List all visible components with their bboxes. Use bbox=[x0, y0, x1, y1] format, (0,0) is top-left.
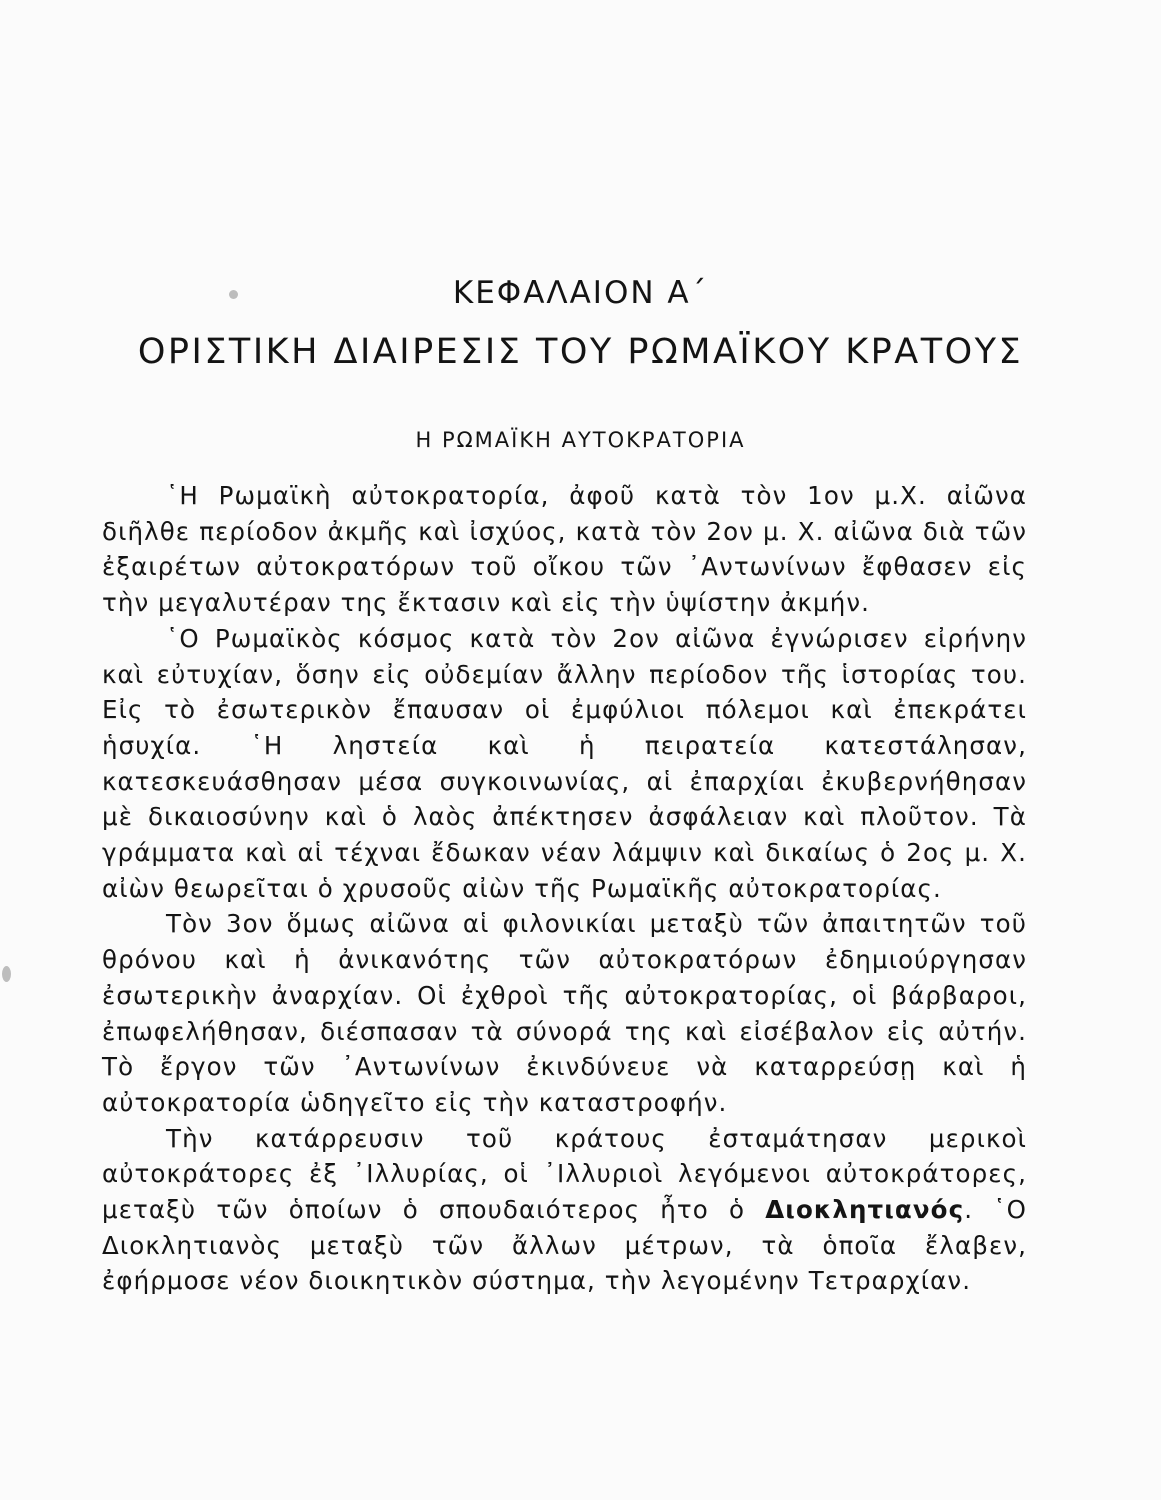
paragraph-text: . ῾Ο Διοκλητιανὸς μεταξὺ τῶν ἄλλων μέτρων, τὰ ὁποῖα ἔλαβεν, ἐφήρμοσε νέον διοικητικὸν σύστημα, τὴν λεγομένην Τετραρχίαν. bbox=[102, 1195, 1027, 1296]
paragraph: ῾Ο Ρωμαϊκὸς κόσμος κατὰ τὸν 2ον αἰῶνα ἐγνώρισεν εἰρήνην καὶ εὐτυχίαν, ὅσην εἰς οὐδεμίαν ἄλλην περίοδον τῆς ἱστορίας του. Εἰς τὸ ἐσωτερικὸν ἔπαυσαν οἱ ἐμφύλιοι πόλεμοι καὶ ἐπεκράτει ἡσυχία. ῾Η ληστεία καὶ ἡ πειρατεία κατεστάλησαν, κατεσκευάσθησαν μέσα συγκοινωνίας, αἱ ἐπαρχίαι ἐκυβερνήθησαν μὲ δικαιοσύνην καὶ ὁ λαὸς ἀπέκτησεν ἀσφάλειαν καὶ πλοῦτον. Τὰ γράμματα καὶ αἱ τέχναι ἔδωκαν νέαν λάμψιν καὶ δικαίως ὁ 2ος μ. Χ. αἰὼν θεωρεῖται ὁ χρυσοῦς αἰὼν τῆς Ρωμαϊκῆς αὐτοκρατορίας. bbox=[102, 623, 1027, 903]
paragraph-text: Τὴν κατάρρευσιν τοῦ κράτους ἐσταμάτησαν μερικοὶ αὐτοκράτορες ἐξ ᾿Ιλλυρίας, οἱ ᾿Ιλλυριοὶ λεγόμενοι αὐτοκράτορες, μεταξὺ τῶν ὁποίων ὁ σπουδαιότερος ἦτο ὁ bbox=[102, 1123, 1027, 1225]
paragraph: ῾Η Ρωμαϊκὴ αὐτοκρατορία, ἀφοῦ κατὰ τὸν 1ον μ.Χ. αἰῶνα διῆλθε περίοδον ἀκμῆς καὶ ἰσχύος, κατὰ τὸν 2ον μ. Χ. αἰῶνα διὰ τῶν ἐξαιρέτων αὐτοκρατόρων τοῦ οἴκου τῶν ᾿Αντωνίνων ἔφθασεν εἰς τὴν μεγαλυτέραν της ἔκτασιν καὶ εἰς τὴν ὑψίστην ἀκμήν. bbox=[102, 481, 1027, 618]
paragraph bbox=[102, 1121, 1027, 1300]
section-subtitle: Η ΡΩΜΑΪΚΗ ΑΥΤΟΚΡΑΤΟΡΙΑ bbox=[415, 428, 746, 452]
page-title: ΟΡΙΣΤΙΚΗ ΔΙΑΙΡΕΣΙΣ ΤΟΥ ΡΩΜΑΪΚΟΥ ΚΡΑΤΟΥΣ bbox=[137, 332, 1024, 372]
chapter-heading: ΚΕΦΑΛΑΙΟΝ Α΄ bbox=[452, 275, 709, 311]
scan-speck bbox=[2, 966, 11, 982]
paragraph: Τὸν 3ον ὅμως αἰῶνα αἱ φιλονικίαι μεταξὺ τῶν ἀπαιτητῶν τοῦ θρόνου καὶ ἡ ἀνικανότης τῶν αὐτοκρατόρων ἐδημιούργησαν ἐσωτερικὴν ἀναρχίαν. Οἱ ἐχθροὶ τῆς αὐτοκρατορίας, οἱ βάρβαροι, ἐπωφελήθησαν, διέσπασαν τὰ σύνορά της καὶ εἰσέβαλον εἰς αὐτήν. Τὸ ἔργον τῶν ᾿Αντωνίνων ἐκινδύνευε νὰ καταρρεύσῃ καὶ ἡ αὐτοκρατορία ὡδηγεῖτο εἰς τὴν καταστροφήν. bbox=[102, 909, 1027, 1117]
emphasized-name: Διοκλητιανός bbox=[765, 1195, 965, 1225]
body-text bbox=[102, 478, 1027, 1299]
